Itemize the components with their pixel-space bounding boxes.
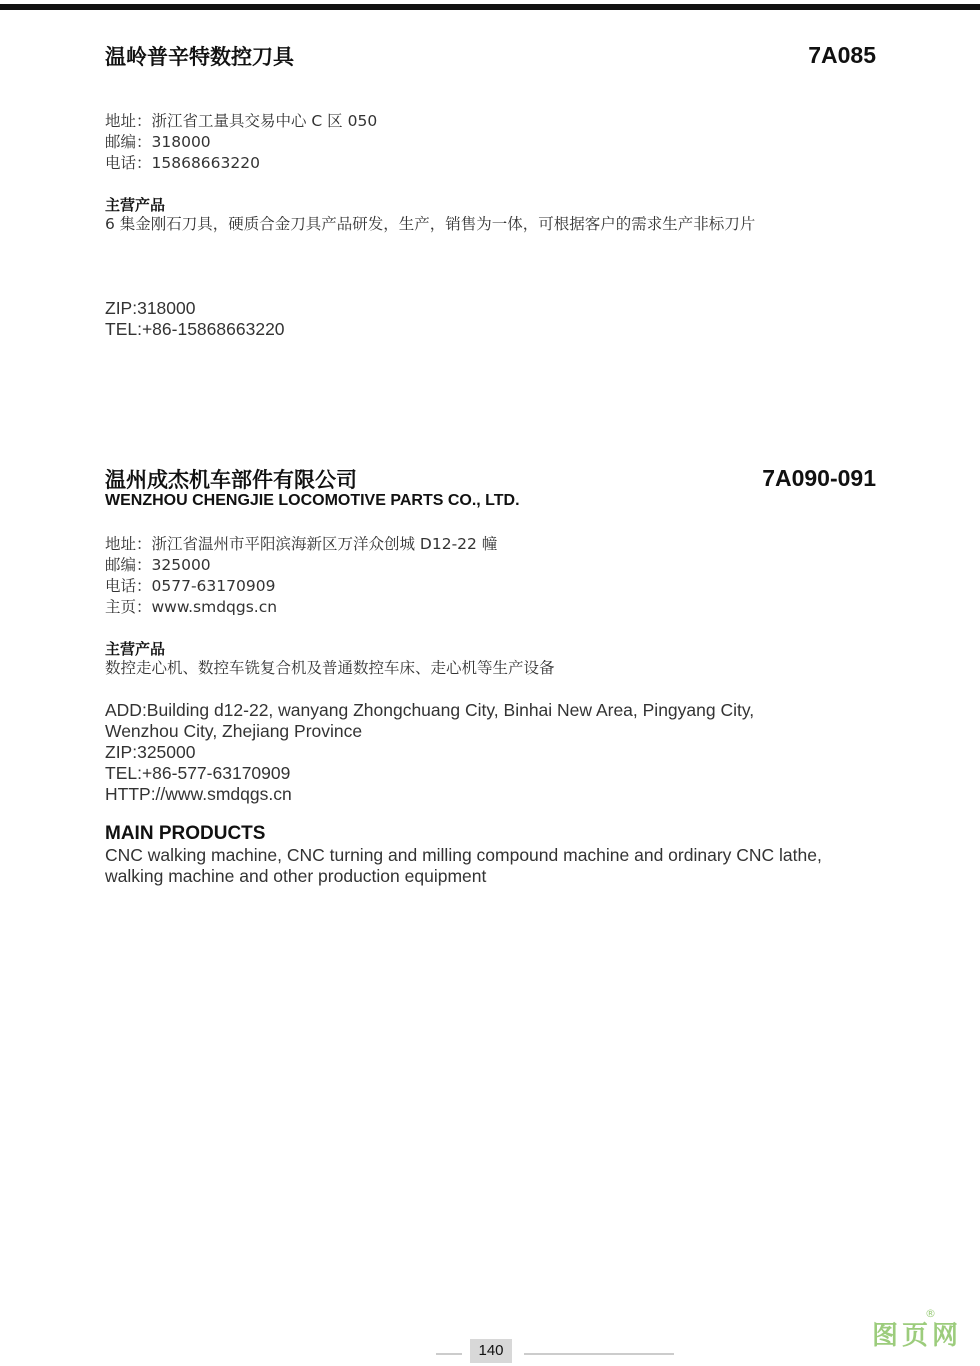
products-en-line-2: walking machine and other production equipment (105, 866, 487, 886)
web-cn: 主页：www.smdqgs.cn (105, 598, 278, 616)
tel-en: TEL:+86-577-63170909 (105, 763, 291, 783)
contact-block-en (105, 298, 285, 340)
products-heading-cn: 主营产品 (105, 196, 166, 214)
zip-cn: 邮编：318000 (105, 133, 211, 151)
company-title-cn: 温州成杰机车部件有限公司 (105, 468, 357, 492)
website-en: HTTP://www.smdqgs.cn (105, 784, 292, 804)
contact-block-cn (105, 534, 497, 618)
company-title-en: WENZHOU CHENGJIE LOCOMOTIVE PARTS CO., LTD. (105, 492, 520, 509)
products-block-cn (105, 658, 555, 679)
address-cn: 地址：浙江省温州市平阳滨海新区万洋众创城 D12-22 幢 (105, 535, 498, 553)
contact-block-cn (105, 111, 377, 174)
registered-mark-icon: ® (925, 1307, 936, 1320)
page-number: 140 (470, 1339, 512, 1363)
zip-en: ZIP:318000 (105, 298, 196, 318)
products-block-en (105, 845, 822, 887)
company-title-cn: 温岭普辛特数控刀具 (105, 45, 294, 69)
products-cn: 数控走心机、数控车铣复合机及普通数控车床、走心机等生产设备 (105, 659, 555, 677)
top-rule (0, 4, 980, 10)
address-en-line-2: Wenzhou City, Zhejiang Province (105, 721, 363, 741)
contact-block-en (105, 700, 754, 805)
products-heading-cn: 主营产品 (105, 640, 166, 658)
tel-cn: 电话：0577-63170909 (105, 577, 276, 595)
footer-rule-left (436, 1353, 462, 1355)
booth-code: 7A090-091 (762, 465, 876, 491)
products-en-line-1: CNC walking machine, CNC turning and milling compound machine and ordinary CNC lathe, (105, 845, 822, 865)
address-cn: 地址：浙江省工量具交易中心 C 区 050 (105, 112, 378, 130)
zip-en: ZIP:325000 (105, 742, 196, 762)
footer-rule-right (524, 1353, 674, 1355)
address-en-line-1: ADD:Building d12-22, wanyang Zhongchuang City, Binhai New Area, Pingyang City, (105, 700, 755, 720)
zip-cn: 邮编：325000 (105, 556, 211, 574)
products-heading-en: MAIN PRODUCTS (105, 823, 266, 844)
products-block-cn (105, 214, 755, 235)
booth-code: 7A085 (808, 42, 876, 68)
tel-en: TEL:+86-15868663220 (105, 319, 285, 339)
products-cn: 6 集金刚石刀具，硬质合金刀具产品研发，生产，销售为一体，可根据客户的需求生产非标刀片 (105, 215, 756, 233)
watermark-logo: 图页网 (871, 1321, 962, 1351)
tel-cn: 电话：15868663220 (105, 154, 260, 172)
